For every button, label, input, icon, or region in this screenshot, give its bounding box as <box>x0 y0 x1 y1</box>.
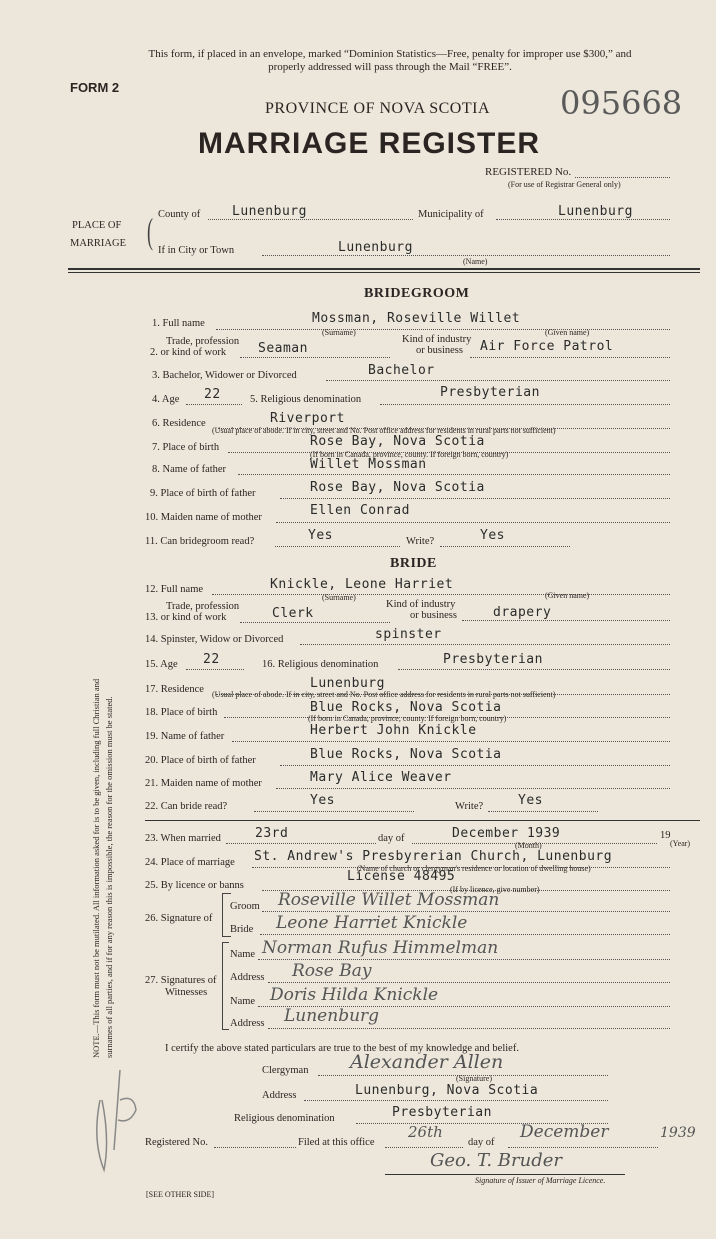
bride-industry-value: drapery <box>493 605 552 620</box>
registered-no-bottom-label: Registered No. <box>145 1137 208 1148</box>
bridegroom-heading: BRIDEGROOM <box>364 286 470 301</box>
bride-surname-note: (Surname) <box>322 593 356 602</box>
certification-statement: I certify the above stated particulars are true to the best of my knowledge and belief. <box>165 1043 519 1054</box>
name-note: (Name) <box>463 257 488 266</box>
county-label: County of <box>158 209 201 220</box>
see-other-side: [SEE OTHER SIDE] <box>146 1190 214 1199</box>
municipality-label: Municipality of <box>418 209 484 220</box>
w1-name-label: Name <box>230 949 256 960</box>
f9-value: Rose Bay, Nova Scotia <box>310 480 485 495</box>
f7-note: (If born in Canada, province, county. If foreign born, country) <box>310 450 509 459</box>
f22-value: Yes <box>310 793 335 808</box>
year-suffix: 19 <box>660 830 671 841</box>
bride-industry-label-b: or business <box>410 610 457 621</box>
f13-label-a: Trade, profession <box>166 601 240 612</box>
side-note <box>90 458 116 1058</box>
f25-label: 25. By licence or banns <box>145 880 244 891</box>
f16-label: 16. Religious denomination <box>262 659 379 670</box>
bride-given-note: (Given name) <box>545 591 590 600</box>
f6-label: 6. Residence <box>152 418 206 429</box>
filed-month: December <box>520 1122 609 1142</box>
f5-value: Presbyterian <box>440 385 540 400</box>
f2-label-b: 2. or kind of work <box>150 347 227 358</box>
clergyman-signature: Alexander Allen <box>350 1051 504 1073</box>
f8-label: 8. Name of father <box>152 464 227 475</box>
clergy-address-value: Lunenburg, Nova Scotia <box>355 1083 539 1098</box>
f7-value: Rose Bay, Nova Scotia <box>310 434 485 449</box>
page-title: MARRIAGE REGISTER <box>198 127 541 160</box>
bride-label: Bride <box>230 924 254 935</box>
f17-note: (Usual place of abode. If in city, street and No. Post office address for residents in rural parts not sufficient) <box>212 690 556 699</box>
f18-note: (If born in Canada, province, county. If foreign born, country) <box>308 714 507 723</box>
side-note-line-1: NOTE.—This form must not be mutilated. All information asked for is to be given, including full Christian and <box>91 678 101 1058</box>
w2-address: Lunenburg <box>284 1006 380 1026</box>
f10-label: 10. Maiden name of mother <box>145 512 262 523</box>
f17-value: Lunenburg <box>310 676 385 691</box>
denomination-label: Religious denomination <box>234 1113 335 1124</box>
f4-value: 22 <box>204 387 221 402</box>
f25-note: (If by licence, give number) <box>450 885 540 894</box>
f23-day: 23rd <box>255 826 289 841</box>
f16-value: Presbyterian <box>443 652 543 667</box>
municipality-value: Lunenburg <box>558 204 633 219</box>
surname-note: (Surname) <box>322 328 356 337</box>
f24-value: St. Andrew's Presbyrerian Church, Lunenburg <box>254 849 613 864</box>
f4-label: 4. Age <box>152 394 180 405</box>
f3-label: 3. Bachelor, Widower or Divorced <box>152 370 297 381</box>
f23-label: 23. When married <box>145 833 221 844</box>
write-value: Yes <box>480 528 505 543</box>
f9-label: 9. Place of birth of father <box>150 488 256 499</box>
f26-label: 26. Signature of <box>145 913 213 924</box>
filed-label: Filed at this office <box>298 1137 375 1148</box>
day-of-label: day of <box>378 833 405 844</box>
f19-value: Herbert John Knickle <box>310 723 477 738</box>
f1-value: Mossman, Roseville Willet <box>312 311 521 326</box>
county-value: Lunenburg <box>232 204 307 219</box>
registrar-note: (For use of Registrar General only) <box>508 180 621 189</box>
given-note: (Given name) <box>545 328 590 337</box>
industry-label-b: or business <box>416 345 463 356</box>
f22-label: 22. Can bride read? <box>145 801 228 812</box>
divider-2 <box>145 820 700 821</box>
f14-value: spinster <box>375 627 442 642</box>
f19-label: 19. Name of father <box>145 731 225 742</box>
registered-no-label: REGISTERED No. <box>485 166 572 178</box>
f23-month: December 1939 <box>452 826 561 841</box>
f11-value: Yes <box>308 528 333 543</box>
mail-notice-line-1: This form, if placed in an envelope, marked “Dominion Statistics—Free, penalty for improper use $300,” and <box>148 48 632 60</box>
clergyman-label: Clergyman <box>262 1065 309 1076</box>
mail-notice-line-2: properly addressed will pass through the Mail “FREE”. <box>268 61 512 73</box>
year-note: (Year) <box>670 839 691 848</box>
denomination-value: Presbyterian <box>392 1105 492 1120</box>
form-label: FORM 2 <box>70 80 120 95</box>
f27-label-a: 27. Signatures of <box>145 975 217 986</box>
f13-label-b: 13. or kind of work <box>145 612 227 623</box>
divider <box>68 268 700 270</box>
issuer-signature: Geo. T. Bruder <box>430 1150 563 1171</box>
f2-label-a: Trade, profession <box>166 336 240 347</box>
city-label: If in City or Town <box>158 245 235 256</box>
f20-label: 20. Place of birth of father <box>145 755 256 766</box>
place-label-2: MARRIAGE <box>70 238 127 249</box>
industry-value: Air Force Patrol <box>480 339 614 354</box>
f18-value: Blue Rocks, Nova Scotia <box>310 700 502 715</box>
groom-label: Groom <box>230 901 260 912</box>
f14-label: 14. Spinster, Widow or Divorced <box>145 634 284 645</box>
f25-value: License 48495 <box>347 869 456 884</box>
w2-name: Doris Hilda Knickle <box>270 985 439 1005</box>
month-note: (Month) <box>515 841 542 850</box>
f1-label: 1. Full name <box>152 318 205 329</box>
groom-signature: Roseville Willet Mossman <box>278 890 500 910</box>
bride-industry-label-a: Kind of industry <box>386 599 456 610</box>
f7-label: 7. Place of birth <box>152 442 220 453</box>
w1-address-label: Address <box>230 972 265 983</box>
bride-write-label: Write? <box>455 801 484 812</box>
f6-value: Riverport <box>270 411 345 426</box>
filed-day-of: day of <box>468 1137 495 1148</box>
f5-label: 5. Religious denomination <box>250 394 362 405</box>
clergyman-signature-note: (Signature) <box>456 1074 492 1083</box>
city-value: Lunenburg <box>338 240 413 255</box>
f21-value: Mary Alice Weaver <box>310 770 452 785</box>
bride-write-value: Yes <box>518 793 543 808</box>
form-number: 095668 <box>560 84 683 122</box>
f6-note: (Usual place of abode. If in city, street and No. Post office address for residents in rural parts not sufficient) <box>212 426 556 435</box>
write-label: Write? <box>406 536 435 547</box>
f27-label-b: Witnesses <box>165 987 208 998</box>
f24-label: 24. Place of marriage <box>145 857 235 868</box>
marriage-register-form: This form, if placed in an envelope, marked “Dominion Statistics—Free, penalty for improper use $300,” and properly addressed will pass through the Mail “FREE”. FORM 2 PROVINCE OF NOVA SCOTIA 095668 MARRIAGE REGISTER REGISTERED No. (For use of Registrar General only) PLACE OF MARRIAGE ( County of Lunenburg Municipality of Lunenburg If in City or Town Lunenburg (Name) BRIDEGROOM 1. Full name Mossman, Roseville Willet (Surname) (Given name) Trade, profession 2. or kind of work Seaman Kind of industry or business Air Force Patrol 3. Bachelor, Widower or Divorced Bachelor 4. Age 22 5. Religious denomination Presbyterian 6. Residence Riverport (Usual place of abode. If in city, street and No. Post office address for residents in rural parts not sufficient) 7. Place of birth Rose Bay, Nova Scotia (If born in Canada, province, county. If foreign born, country) 8. Name of father Willet Mossman 9. Place of birth of father Rose Bay, Nova Scotia 10. Maiden name of mother Ellen Conrad 11. Can bridegroom read? Yes Write? Yes BRIDE 12. Full name Knickle, Leone Harriet (Surname) (Given name) Trade, profession 13. or kind of work Clerk Kind of industry or business drapery 14. Spinster, Widow or Divorced spinster 15. Age 22 16. Religious denomination Presbyterian 17. Residence Lunenburg (Usual place of abode. If in city, street and No. Post office address for residents in rural parts not sufficient) 18. Place of birth Blue Rocks, Nova Scotia (If born in Canada, province, county. If foreign born, country) 19. Name of father Herbert John Knickle 20. Place of birth of father Blue Rocks, Nova Scotia 21. Maiden name of mother Mary Alice Weaver 22. Can bride read? Yes Write? Yes 23. When married 23rd day of December 1939 19 (Month) (Year) 24. Place of marriage St. Andrew's Presbyrerian Church, Lunenburg (Name of church or clergyman's residence or location of dwelling house) 25. By licence or banns License 48495 (If by licence, give number) 26. Signature of Groom Roseville Willet Mossman Bride Leone Harriet Knickle 27. Signatures of Witnesses Name Norman Rufus Himmelman Address Rose Bay Name Doris Hilda Knickle Address Lunenburg I certify the above stated particulars are true to the best of my knowledge and belief. Clergyman Alexander Allen (Signature) Address Lunenburg, Nova Scotia Religious denomination Presbyterian Registered No. Filed at this office 26th day of December 1939 Geo. T. Bruder Signature of Issuer of Marriage Licence. [SEE OTHER SIDE] NOTE.—This form must not be mutilated. All information asked for is to be given, including full Christian and surnames of all parties, and if for any reason this is impossible, the reason for the omission must be stated. <box>0 0 716 1239</box>
clergy-address-label: Address <box>262 1090 297 1101</box>
filed-day: 26th <box>408 1123 443 1141</box>
f15-value: 22 <box>203 652 220 667</box>
f21-label: 21. Maiden name of mother <box>145 778 262 789</box>
f13-value: Clerk <box>272 606 314 621</box>
f12-value: Knickle, Leone Harriet <box>270 577 454 592</box>
f2-value: Seaman <box>258 341 308 356</box>
f18-label: 18. Place of birth <box>145 707 218 718</box>
w2-address-label: Address <box>230 1018 265 1029</box>
f24-note: (Name of church or clergyman's residence or location of dwelling house) <box>357 864 591 873</box>
filed-year: 1939 <box>660 1125 696 1141</box>
f15-label: 15. Age <box>145 659 178 670</box>
f12-label: 12. Full name <box>145 584 204 595</box>
f10-value: Ellen Conrad <box>310 503 410 518</box>
province-heading: PROVINCE OF NOVA SCOTIA <box>265 100 491 117</box>
w2-name-label: Name <box>230 996 256 1007</box>
f11-label: 11. Can bridegroom read? <box>145 536 255 547</box>
f8-value: Willet Mossman <box>310 457 427 472</box>
bride-signature: Leone Harriet Knickle <box>276 913 468 933</box>
f17-label: 17. Residence <box>145 684 204 695</box>
f3-value: Bachelor <box>368 363 435 378</box>
w1-name: Norman Rufus Himmelman <box>262 938 499 958</box>
w1-address: Rose Bay <box>292 961 372 981</box>
industry-label-a: Kind of industry <box>402 334 472 345</box>
bride-heading: BRIDE <box>390 556 437 571</box>
f20-value: Blue Rocks, Nova Scotia <box>310 747 502 762</box>
place-label-1: PLACE OF <box>72 220 122 231</box>
pencil-marks <box>80 1040 160 1180</box>
side-note-line-2: surnames of all parties, and if for any reason this is impossible, the reason for the omission must be stated. <box>104 696 114 1058</box>
issuer-note: Signature of Issuer of Marriage Licence. <box>475 1176 606 1185</box>
